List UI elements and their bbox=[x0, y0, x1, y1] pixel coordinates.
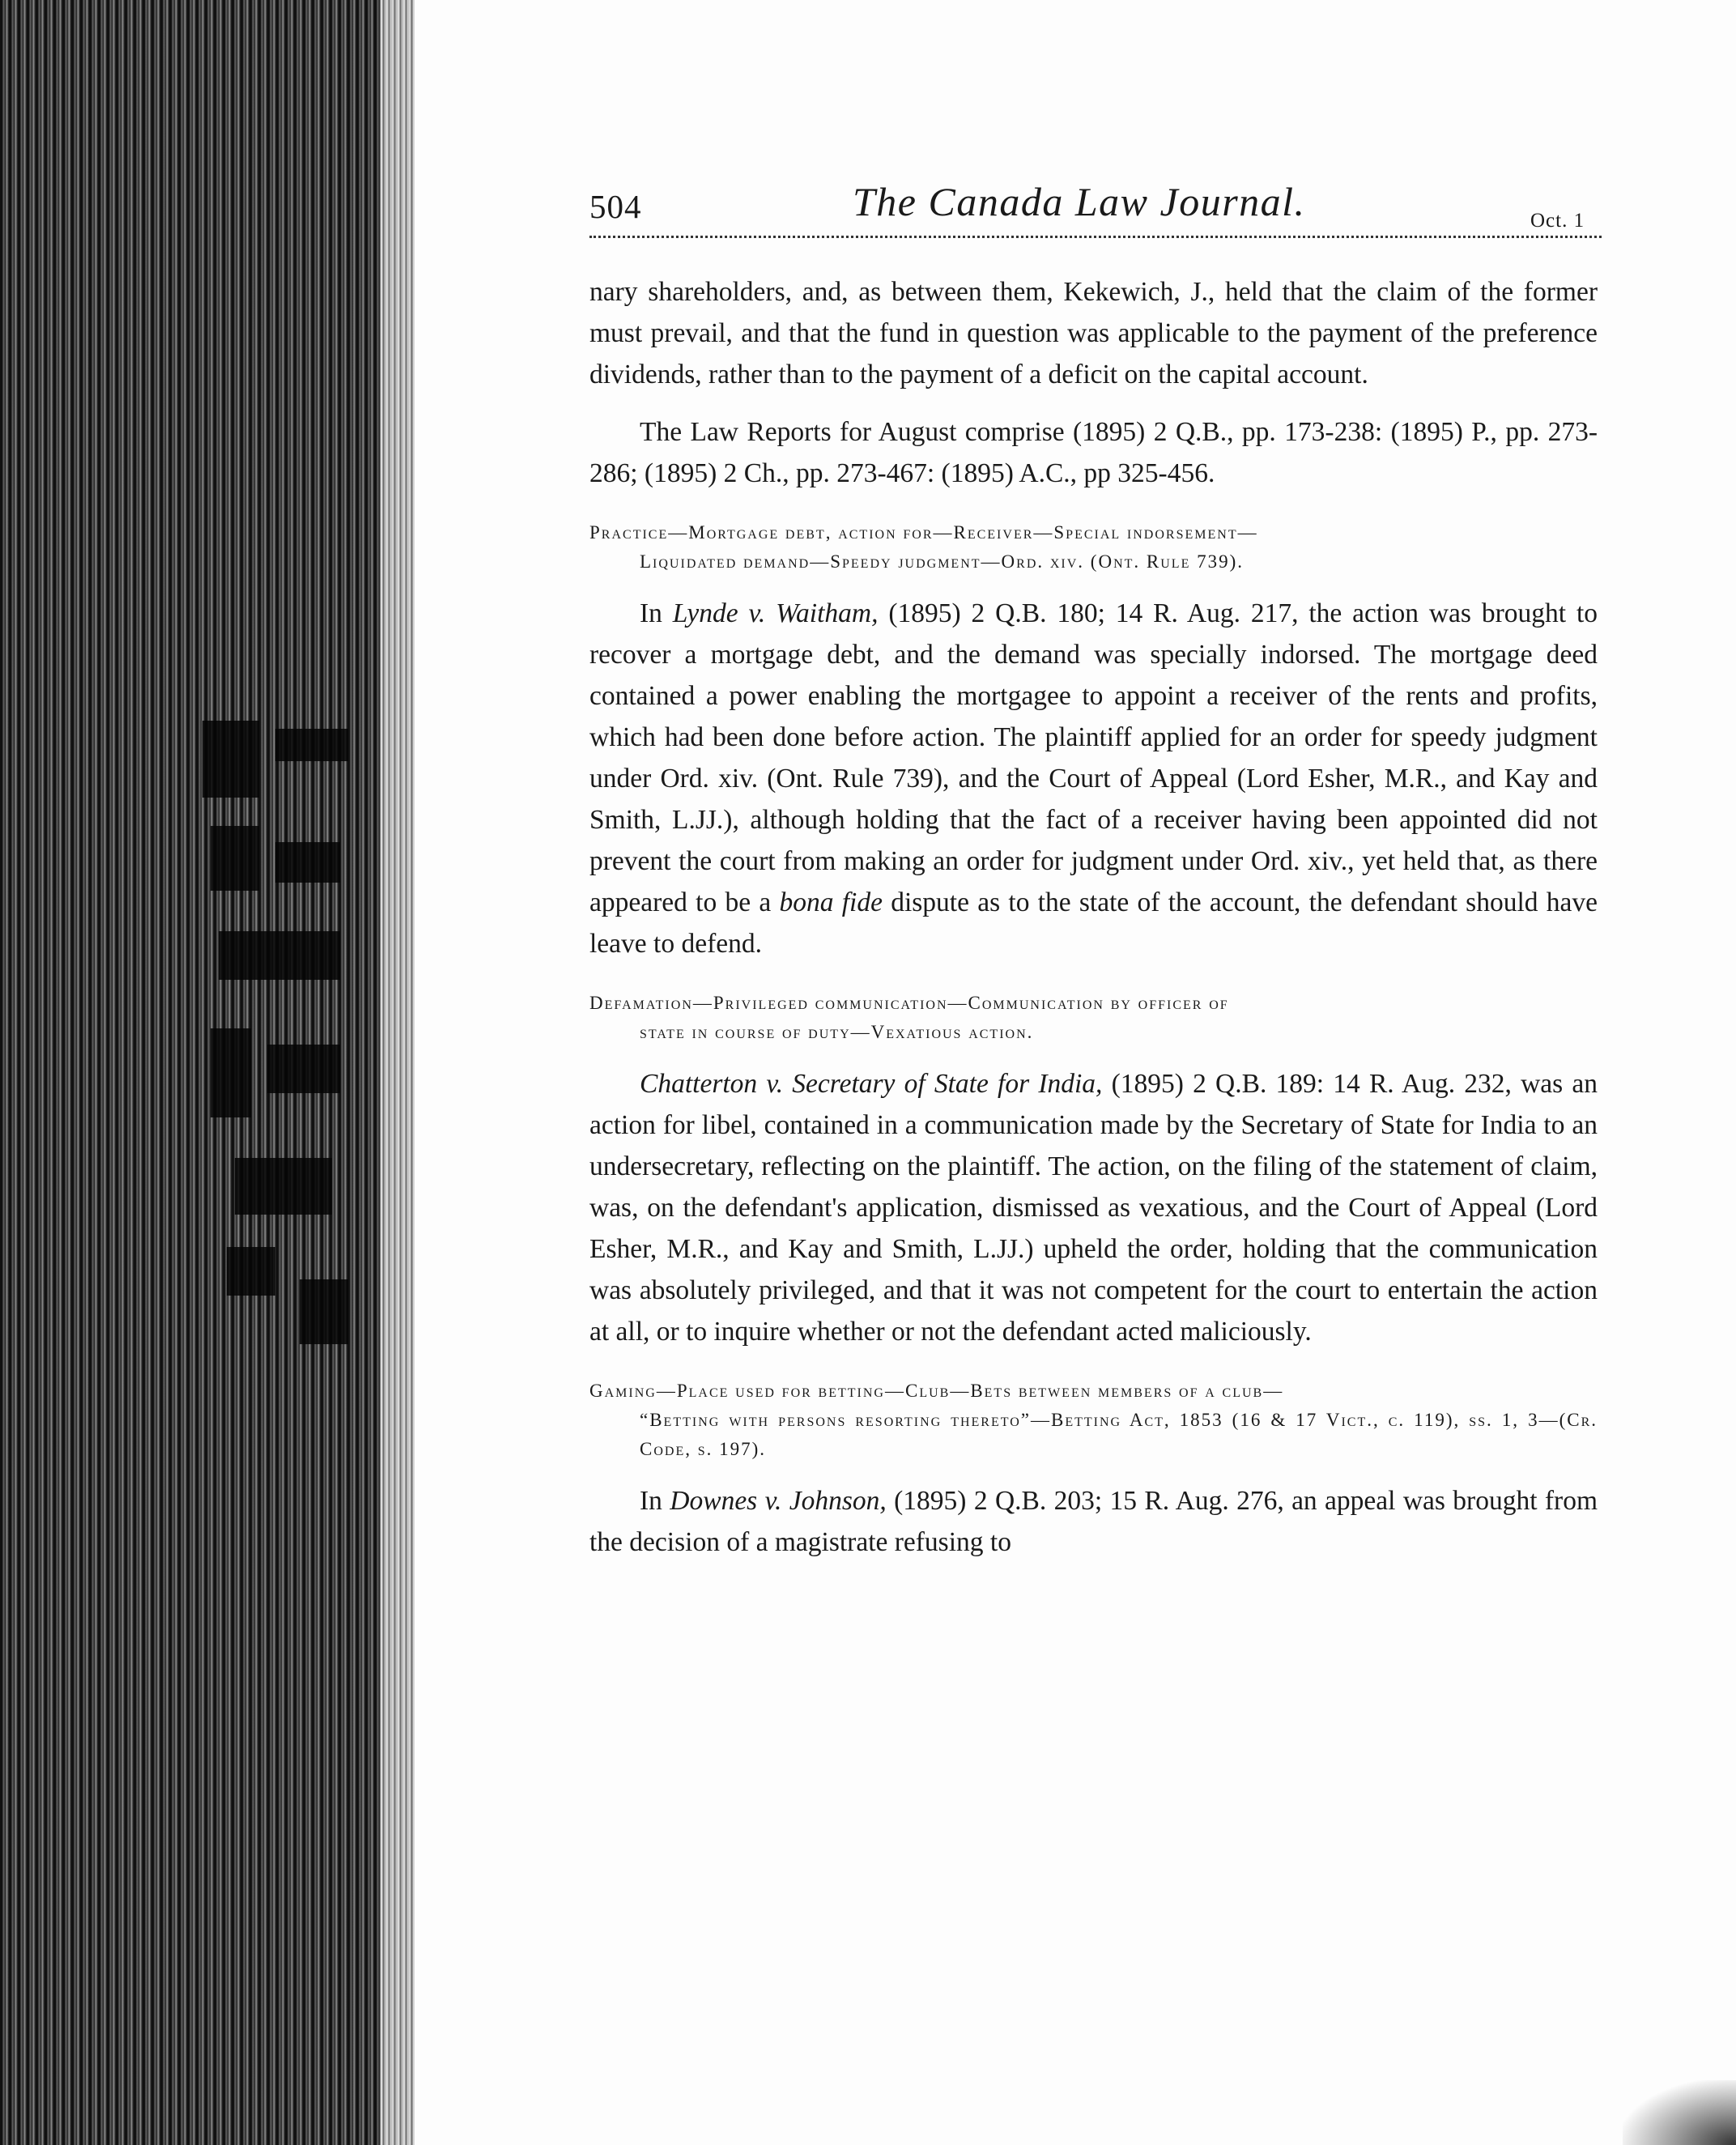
headnote-line: Liquidated demand—Speedy judgment—Ord. xiv. (Ont. Rule 739). bbox=[640, 551, 1245, 572]
headnote-practice bbox=[589, 518, 1598, 577]
page-corner-shadow bbox=[1623, 2080, 1736, 2145]
paragraph-chatterton-case bbox=[589, 1063, 1598, 1352]
headnote-line: state in course of duty—Vexatious action. bbox=[640, 1022, 1034, 1042]
article-body bbox=[589, 271, 1598, 1563]
text-run: In bbox=[640, 1486, 670, 1516]
headnote-gaming bbox=[589, 1377, 1598, 1464]
case-name: Chatterton v. Secretary of State for India, bbox=[640, 1069, 1103, 1099]
case-name: Lynde v. Waitham, bbox=[672, 598, 879, 628]
text-run: (1895) 2 Q.B. 189: 14 R. Aug. 232, was an action for libel, contained in a communication made by the Secretary of State for India to an undersecretary, reflecting on the plaintiff. The action, on the filing of the statement of claim, was, on the defendant's application, dismissed as vexatious, and the Court of Appeal (Lord Esher, M.R., and Kay and Smith, L.JJ.) upheld the order, holding that the communication was absolutely privileged, and that it was not competent for the court to entertain the action at all, or to inquire whether or not the defendant acted maliciously. bbox=[589, 1069, 1598, 1347]
show-through-artifact bbox=[186, 721, 364, 1385]
text-run: (1895) 2 Q.B. 180; 14 R. Aug. 217, the action was brought to recover a mortgage debt, and the demand was specially indorsed. The mortgage deed contained a power enabling the mortgagee to appoint a receiver of the rents and profits, which had been done before action. The plaintiff applied for an order for speedy judgment under Ord. xiv. (Ont. Rule 739), and the Court of Appeal (Lord Esher, M.R., and Kay and Smith, L.JJ.), although holding that the fact of a receiver having been appointed did not prevent the court from making an order for judgment under Ord. xiv., yet held that, as there appeared to be a bbox=[589, 598, 1598, 917]
latin-term: bona fide bbox=[779, 887, 883, 917]
paragraph-continuation: nary shareholders, and, as between them, Kekewich, J., held that the claim of the former must prevail, and that the fund in question was applicable to the payment of the preference dividends, rather than to the payment of a deficit on the capital account. bbox=[589, 277, 1598, 389]
headnote-line: “Betting with persons resorting thereto”—Betting Act, 1853 (16 & 17 Vict., c. 119), ss. 1, 3—(Cr. Code, s. 197). bbox=[640, 1410, 1598, 1459]
paragraph-law-reports: The Law Reports for August comprise (1895) 2 Q.B., pp. 173-238: (1895) P., pp. 273-286; (1895) 2 Ch., pp. 273-467: (1895) A.C., pp 325-456. bbox=[589, 417, 1598, 488]
headnote-line: Defamation—Privileged communication—Communication by officer of bbox=[589, 993, 1229, 1013]
headnote-line: Practice—Mortgage debt, action for—Receiver—Special indorsement— bbox=[589, 522, 1258, 543]
journal-title: The Canada Law Journal. bbox=[853, 179, 1306, 224]
text-run: In bbox=[640, 598, 673, 628]
header-rule bbox=[589, 236, 1602, 238]
page-number: 504 bbox=[589, 188, 642, 225]
headnote-defamation bbox=[589, 989, 1598, 1047]
issue-date: Oct. 1 bbox=[1530, 210, 1585, 232]
paragraph-lynde-case bbox=[589, 593, 1598, 964]
page-edge bbox=[381, 0, 415, 2145]
running-header bbox=[589, 174, 1611, 239]
paragraph-downes-case bbox=[589, 1480, 1598, 1563]
headnote-line: Gaming—Place used for betting—Club—Bets between members of a club— bbox=[589, 1381, 1284, 1401]
text-run: (1895) 2 Q.B. 203; 15 R. Aug. 276, an appeal was brought from the decision of a magistrate refusing to bbox=[589, 1486, 1598, 1557]
case-name: Downes v. Johnson, bbox=[670, 1486, 887, 1516]
text-run: dispute as to the state of the account, the defendant should have leave to defend. bbox=[589, 887, 1598, 959]
